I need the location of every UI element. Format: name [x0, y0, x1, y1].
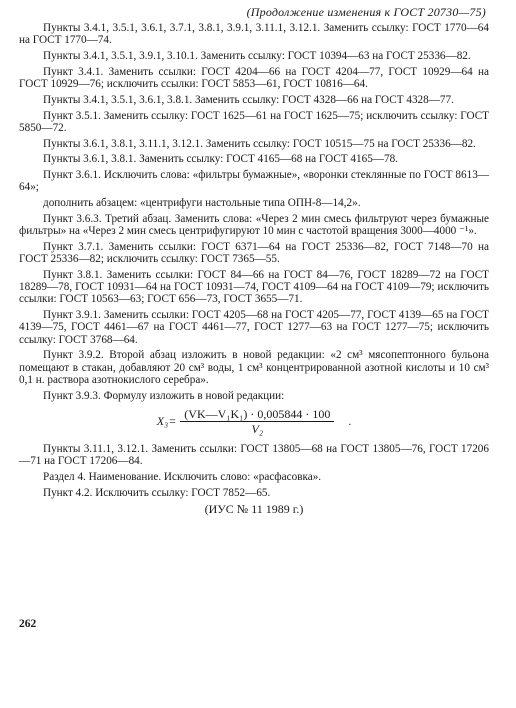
- paragraph: Пункт 3.4.1. Заменить ссылки: ГОСТ 4204—66 на ГОСТ 4204—77, ГОСТ 10929—64 на ГОСТ 10929—76; исключить ссылки: ГОСТ 5853—61, ГОСТ 10816—64.: [19, 65, 489, 90]
- paragraph: Пункты 3.6.1, 3.8.1, 3.11.1, 3.12.1. Заменить ссылку: ГОСТ 10515—75 на ГОСТ 25336—82.: [43, 137, 476, 150]
- paragraph: Пункт 3.9.2. Второй абзац изложить в новой редакции: «2 см³ мясопептонного бульона помещают в стакан, добавляют 20 см³ воды, 1 см³ концентрированной азотной кислоты и 10 см³ 0,1 н. раствора азотнокислого серебра».: [19, 349, 489, 386]
- paragraph: Пункт 3.8.1. Заменить ссылки: ГОСТ 84—66 на ГОСТ 84—76, ГОСТ 18289—72 на ГОСТ 18289—78, ГОСТ 10931—64 на ГОСТ 10931—74, ГОСТ 4109—64 на ГОСТ 4109—79; исключить ссылки: ГОСТ 10563—63; ГОСТ 656—73, ГОСТ 3655—71.: [19, 268, 489, 306]
- paragraph: Пункты 3.11.1, 3.12.1. Заменить ссылки: ГОСТ 13805—68 на ГОСТ 13805—76, ГОСТ 17206—71 на ГОСТ 17206—84.: [19, 443, 489, 468]
- formula-numerator: (VK—V₁K₁) · 0,005844 · 100: [180, 408, 334, 422]
- document-body: [19, 22, 489, 515]
- paragraph: Пункты 3.4.1, 3.5.1, 3.6.1, 3.7.1, 3.8.1, 3.9.1, 3.11.1, 3.12.1. Заменить ссылку: ГОСТ 1770—64 на ГОСТ 1770—74.: [19, 22, 489, 47]
- paragraph: Пункты 3.4.1, 3.5.1, 3.9.1, 3.10.1. Заменить ссылку: ГОСТ 10394—63 на ГОСТ 25336—82.: [43, 50, 471, 62]
- formula-fraction: [180, 408, 334, 435]
- paragraph: Пункт 3.7.1. Заменить ссылки: ГОСТ 6371—64 на ГОСТ 25336—82, ГОСТ 7148—70 на ГОСТ 25336—82; исключить ссылку: ГОСТ 7365—55.: [19, 240, 489, 266]
- paragraph: Пункты 3.6.1, 3.8.1. Заменить ссылку: ГОСТ 4165—68 на ГОСТ 4165—78.: [43, 153, 398, 166]
- issue-reference: (ИУС № 11 1989 г.): [204, 502, 304, 517]
- formula-tail: .: [348, 414, 352, 429]
- formula: [19, 408, 489, 435]
- paragraph: Пункт 3.5.1. Заменить ссылку: ГОСТ 1625—61 на ГОСТ 1625—75; исключить ссылку: ГОСТ 5850—72.: [19, 109, 489, 134]
- formula-lhs: X₃=: [156, 414, 177, 429]
- paragraph: Пункт 3.6.1. Исключить слова: «фильтры бумажные», «воронки стеклянные по ГОСТ 8613—64»;: [19, 169, 489, 194]
- page-number: 262: [19, 618, 37, 630]
- paragraph: Пункт 4.2. Исключить ссылку: ГОСТ 7852—65.: [43, 487, 271, 499]
- paragraph: дополнить абзацем: «центрифуги настольные типа ОПН-8—14,2».: [43, 197, 361, 210]
- formula-denominator: V₂: [251, 422, 264, 436]
- paragraph: Пункт 3.9.3. Формулу изложить в новой редакции:: [43, 389, 285, 402]
- paragraph: Раздел 4. Наименование. Исключить слово: «расфасовка».: [43, 471, 322, 484]
- running-header: (Продолжение изменения к ГОСТ 20730—75): [246, 5, 486, 19]
- paragraph: Пункт 3.9.1. Заменить ссылки: ГОСТ 4205—68 на ГОСТ 4205—77, ГОСТ 4139—65 на ГОСТ 4139—75, ГОСТ 4461—67 на ГОСТ 4461—77, ГОСТ 1277—63 на ГОСТ 1277—75; исключить ссылку: ГОСТ 3768—64.: [19, 309, 489, 346]
- paragraph: Пункты 3.4.1, 3.5.1, 3.6.1, 3.8.1. Заменить ссылку: ГОСТ 4328—66 на ГОСТ 4328—77.: [43, 93, 454, 106]
- paragraph: Пункт 3.6.3. Третий абзац. Заменить слова: «Через 2 мин смесь фильтруют через бумажные фильтры» на «Через 2 мин смесь центрифугируют 10 мин с частотой вращения 3000—4000 ⁻¹».: [19, 212, 489, 238]
